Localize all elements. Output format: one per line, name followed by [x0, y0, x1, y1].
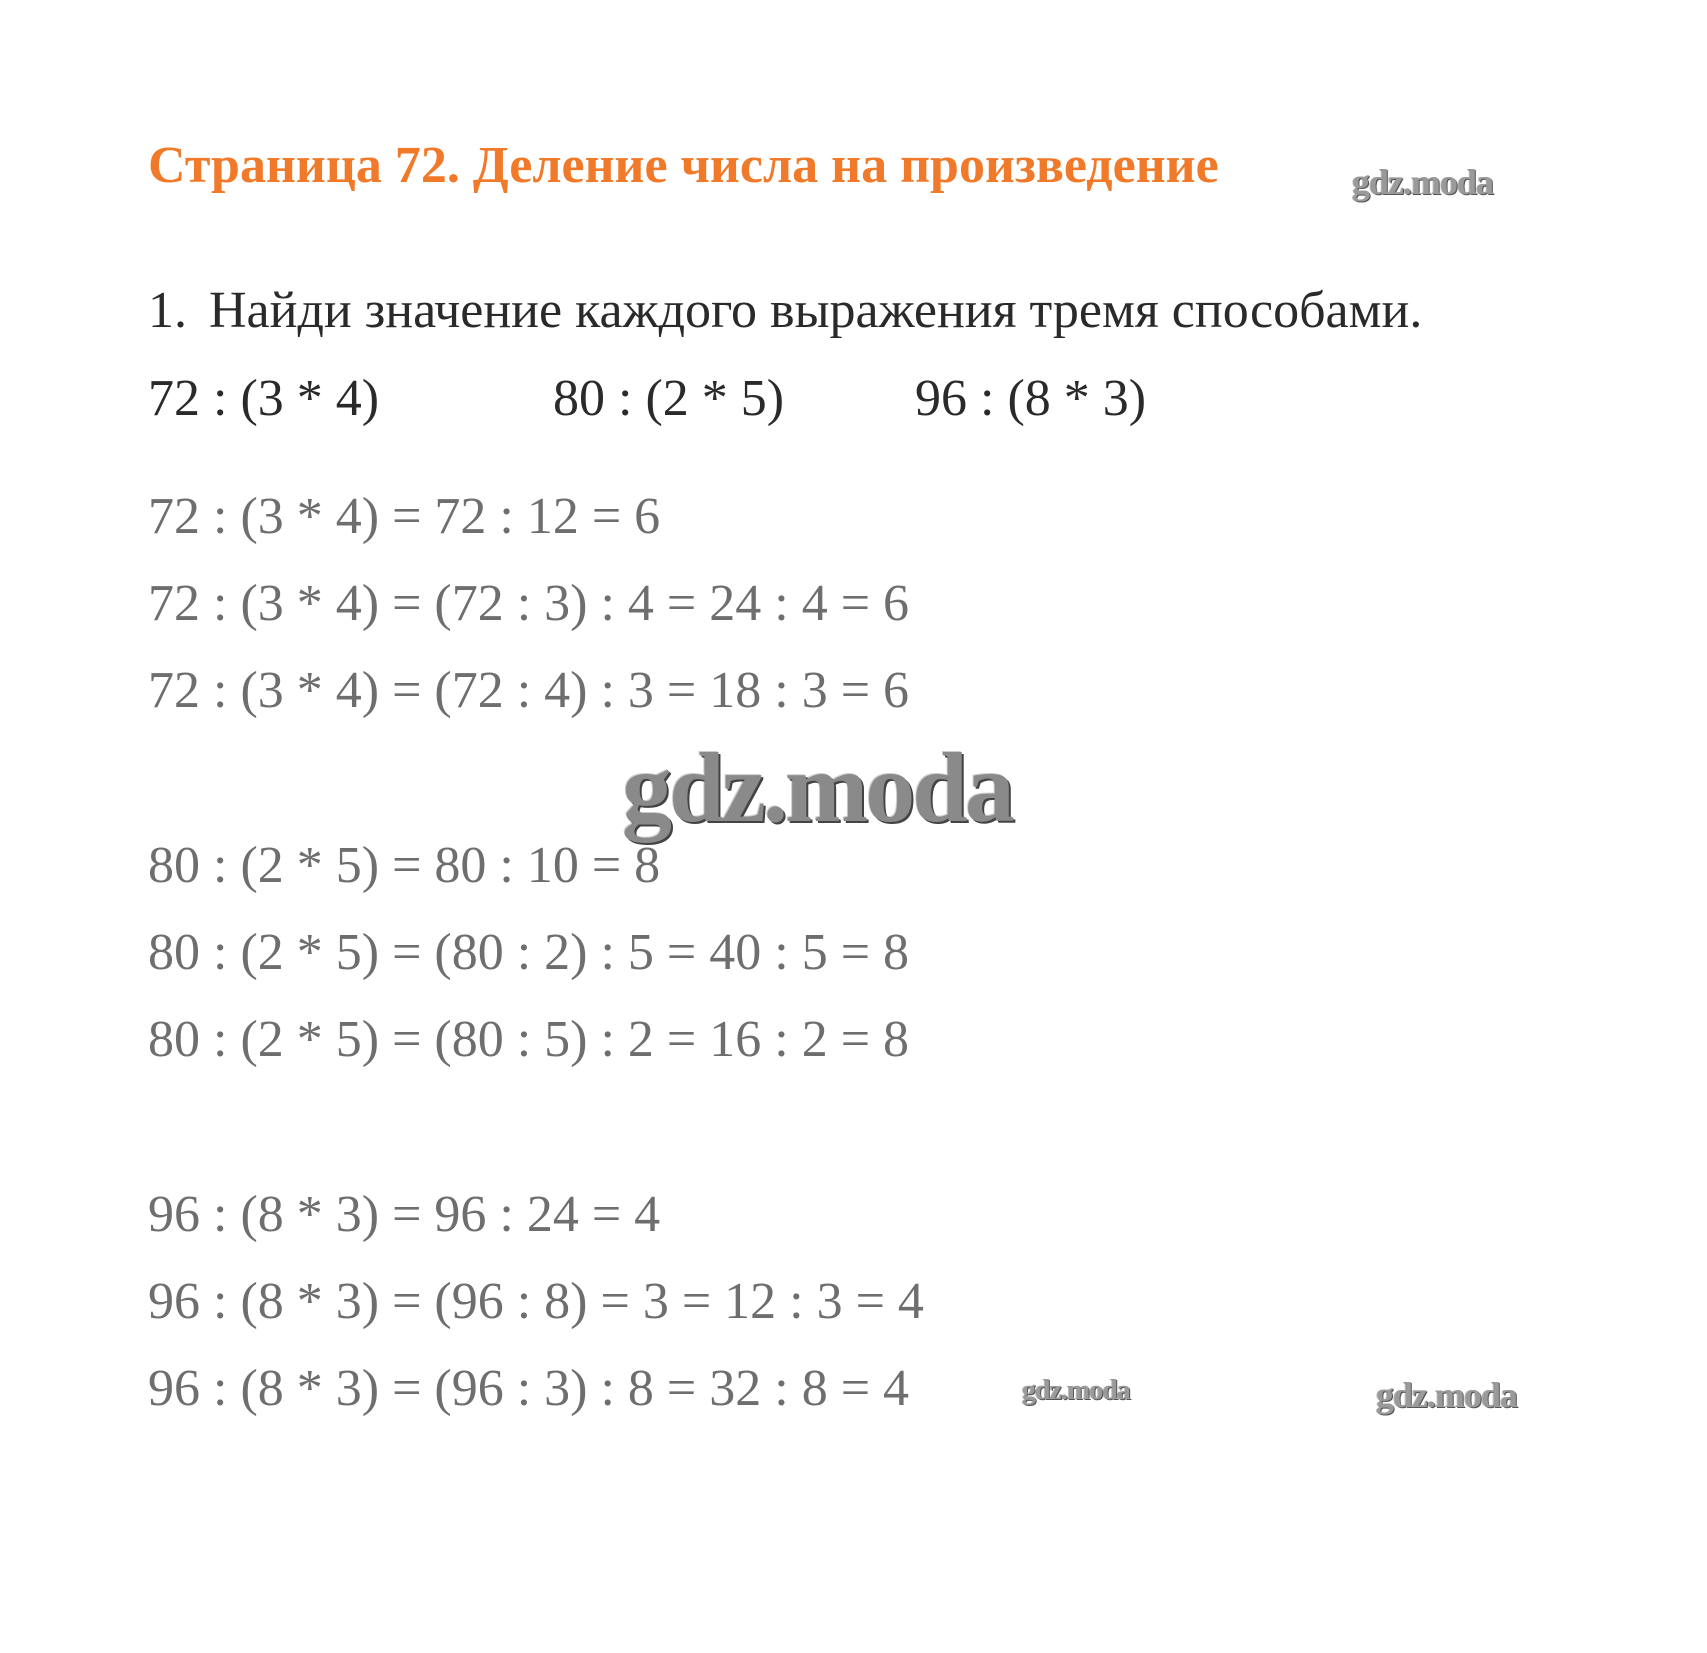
solution-line: 80 : (2 * 5) = (80 : 5) : 2 = 16 : 2 = 8: [148, 1011, 910, 1068]
task-statement: [148, 282, 1423, 339]
task-text: Найди значение каждого выражения тремя способами.: [209, 282, 1423, 339]
right-watermark: gdz.moda: [1376, 1375, 1518, 1415]
task-number: 1.: [148, 282, 187, 339]
solution-line: 72 : (3 * 4) = (72 : 4) : 3 = 18 : 3 = 6: [148, 662, 910, 719]
expression-1: 72 : (3 * 4): [148, 370, 380, 427]
expression-3: 96 : (8 * 3): [915, 370, 1147, 427]
title-watermark: gdz.moda: [1352, 162, 1494, 202]
solution-line: 96 : (8 * 3) = (96 : 8) = 3 = 12 : 3 = 4: [148, 1273, 924, 1330]
solution-line: 80 : (2 * 5) = 80 : 10 = 8: [148, 837, 661, 894]
page-title: Страница 72. Деление числа на произведение: [148, 137, 1219, 194]
solution-line: 72 : (3 * 4) = (72 : 3) : 4 = 24 : 4 = 6: [148, 575, 910, 632]
expression-2: 80 : (2 * 5): [553, 370, 785, 427]
solution-line: 96 : (8 * 3) = (96 : 3) : 8 = 32 : 8 = 4: [148, 1360, 910, 1417]
solution-line: 72 : (3 * 4) = 72 : 12 = 6: [148, 488, 661, 545]
inline-watermark: gdz.moda: [1022, 1375, 1130, 1406]
solution-line: 80 : (2 * 5) = (80 : 2) : 5 = 40 : 5 = 8: [148, 924, 910, 981]
center-watermark: gdz.moda: [622, 732, 1012, 843]
solution-line: 96 : (8 * 3) = 96 : 24 = 4: [148, 1186, 661, 1243]
